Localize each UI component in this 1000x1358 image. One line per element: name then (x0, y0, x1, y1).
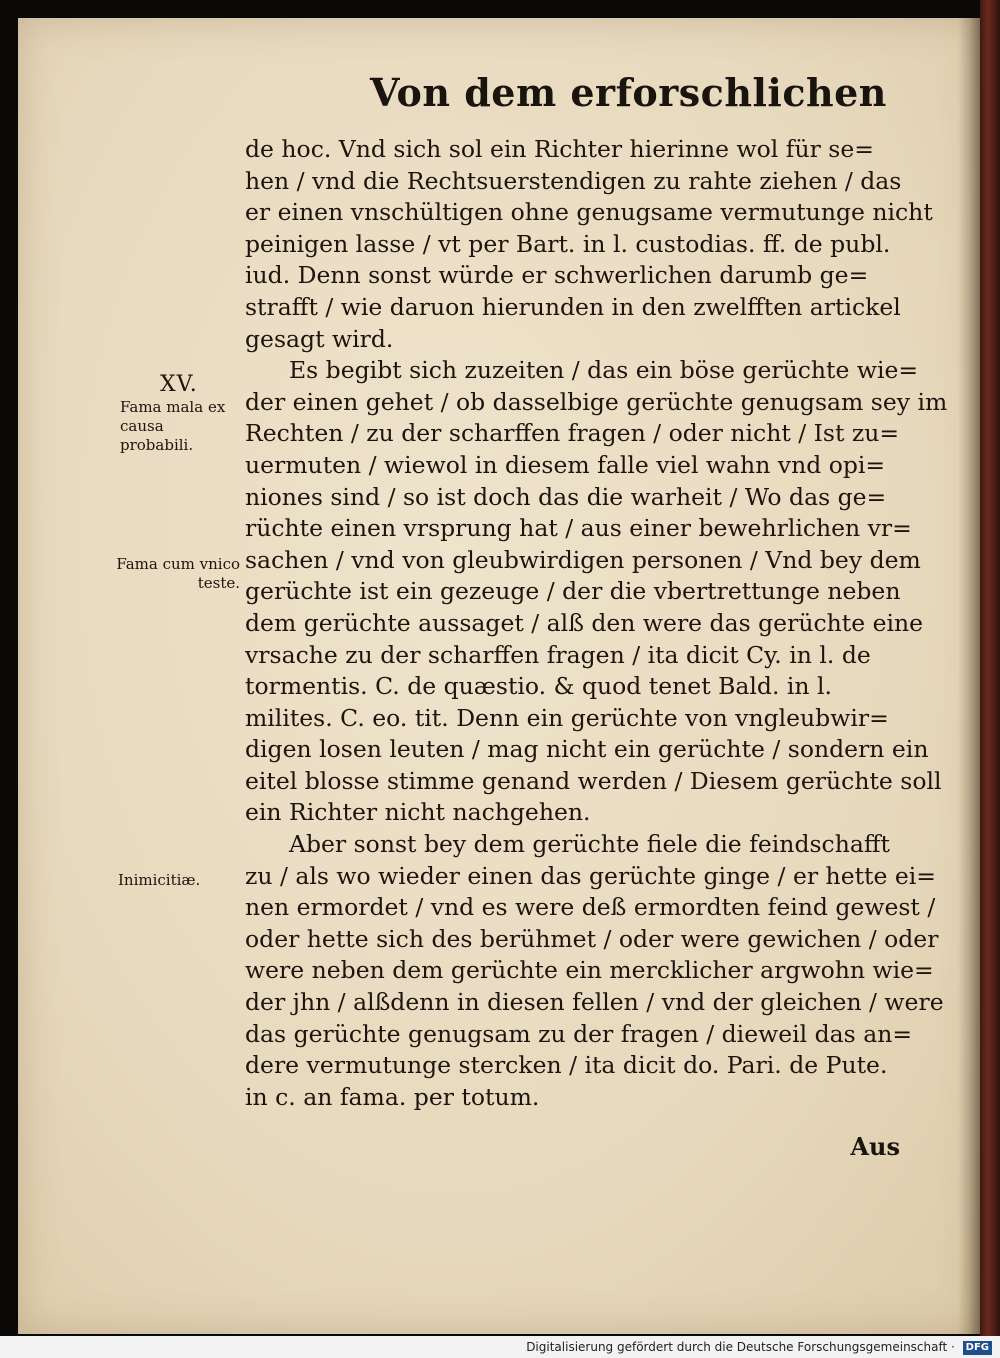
text-line: in c. an fama. per totum. (245, 1082, 540, 1111)
text-line: gerüchte ist ein gezeuge / der die vbertrettunge neben (245, 577, 901, 606)
text-line: oder hette sich des berühmet / oder were gewichen / oder (245, 924, 939, 953)
text-line: rüchte einen vrsprung hat / aus einer bewehrlichen vr= (245, 514, 912, 543)
text-line: vrsache zu der scharffen fragen / ita dicit Cy. in l. de (245, 640, 871, 669)
page-edge-shadow (958, 18, 980, 1334)
footer-credit: Digitalisierung gefördert durch die Deutsche Forschungsgemeinschaft · (526, 1340, 955, 1354)
text-line: das gerüchte genugsam zu der fragen / dieweil das an= (245, 1019, 913, 1048)
margin-note-fama-cum-teste: Fama cum vnico teste. (116, 555, 240, 592)
running-head: Von dem erforschlichen (370, 70, 887, 115)
dfg-logo: DFG (963, 1341, 992, 1355)
text-line: milites. C. eo. tit. Denn ein gerüchte von vngleubwir= (245, 703, 889, 732)
text-line: nen ermordet / vnd es were deß ermordten feind gewest / (245, 893, 936, 922)
text-line: gesagt wird. (245, 324, 394, 353)
body-text (245, 134, 948, 1113)
binding-edge (980, 0, 1000, 1358)
paragraph-start-line: Aber sonst bey dem gerüchte fiele die feindschafft (289, 830, 890, 859)
text-line: Rechten / zu der scharffen fragen / oder nicht / Ist zu= (245, 419, 900, 448)
text-line: eitel blosse stimme genand werden / Diesem gerüchte soll (245, 766, 942, 795)
paragraph-start-line: Es begibt sich zuzeiten / das ein böse gerüchte wie= (289, 356, 919, 385)
text-line: were neben dem gerüchte ein mercklicher argwohn wie= (245, 956, 934, 985)
text-line: der jhn / alßdenn in diesen fellen / vnd der gleichen / were (245, 988, 944, 1017)
catchword: Aus (850, 1132, 900, 1161)
text-line: dere vermutunge stercken / ita dicit do. Pari. de Pute. (245, 1051, 888, 1080)
text-line: der einen gehet / ob dasselbige gerüchte genugsam sey im (245, 387, 948, 416)
section-number: XV. (160, 372, 198, 397)
text-line: digen losen leuten / mag nicht ein gerüchte / sondern ein (245, 735, 929, 764)
text-line: niones sind / so ist doch das die warheit / Wo das ge= (245, 482, 887, 511)
text-line: tormentis. C. de quæstio. & quod tenet Bald. in l. (245, 672, 832, 701)
text-line: iud. Denn sonst würde er schwerlichen darumb ge= (245, 261, 869, 290)
text-line: peinigen lasse / vt per Bart. in l. custodias. ff. de publ. (245, 229, 891, 258)
text-line: sachen / vnd von gleubwirdigen personen / Vnd bey dem (245, 545, 921, 574)
text-line: strafft / wie daruon hierunden in den zwelfften artickel (245, 292, 901, 321)
text-line: dem gerüchte aussaget / alß den were das gerüchte eine (245, 608, 924, 637)
text-line: er einen vnschültigen ohne genugsame vermutunge nicht (245, 198, 933, 227)
digitization-footer (0, 1336, 1000, 1358)
margin-note-fama-mala: Fama mala ex causa probabili. (120, 398, 226, 454)
margin-note-inimicitiae: Inimicitiæ. (118, 871, 201, 889)
text-line: ein Richter nicht nachgehen. (245, 798, 591, 827)
text-line: zu / als wo wieder einen das gerüchte ginge / er hette ei= (245, 861, 936, 890)
text-line: hen / vnd die Rechtsuerstendigen zu rahte ziehen / das (245, 166, 902, 195)
text-line: de hoc. Vnd sich sol ein Richter hierinne wol für se= (245, 135, 874, 163)
text-line: uermuten / wiewol in diesem falle viel wahn vnd opi= (245, 450, 886, 479)
